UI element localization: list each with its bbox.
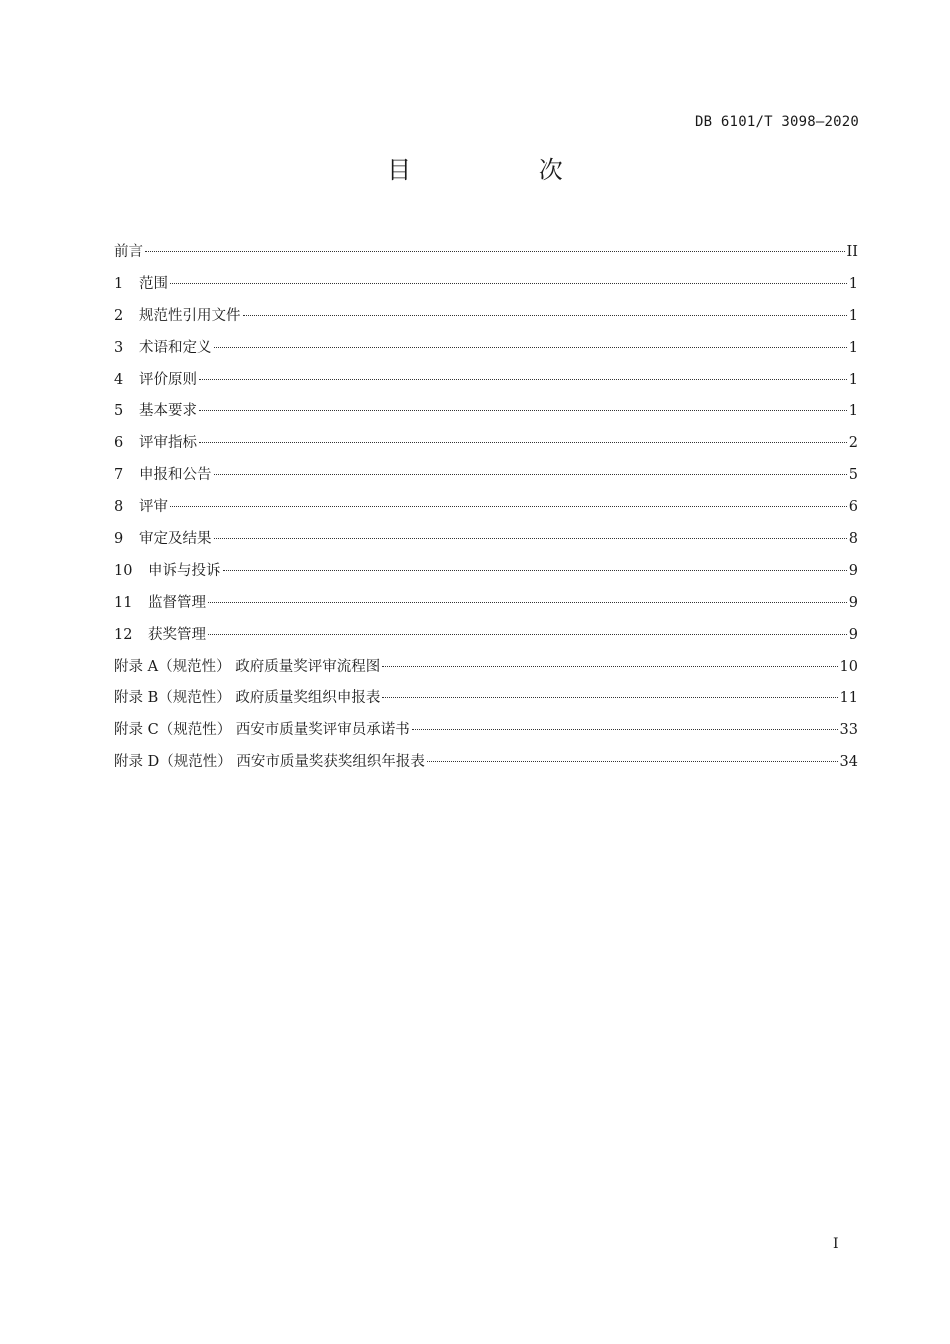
toc-dot-leader (223, 569, 847, 571)
toc-entry-label: 申报和公告 (139, 467, 212, 484)
toc-entry-page: 9 (848, 594, 858, 611)
toc-dot-leader (208, 633, 847, 635)
table-of-contents (114, 238, 858, 780)
toc-entry[interactable] (114, 684, 858, 716)
toc-entry-label: 附录 A（规范性） 政府质量奖评审流程图 (114, 658, 381, 675)
toc-entry[interactable] (114, 238, 858, 270)
toc-entry-label: 规范性引用文件 (139, 307, 241, 324)
toc-entry-number: 1 (114, 275, 124, 292)
toc-dot-leader (214, 473, 847, 475)
toc-entry[interactable] (114, 525, 858, 557)
toc-entry-label: 评审指标 (139, 435, 197, 452)
toc-entry-page: 11 (839, 690, 858, 707)
document-code: DB 6101/T 3098—2020 (695, 114, 859, 130)
toc-entry-number: 3 (114, 339, 124, 356)
toc-entry-label: 监督管理 (148, 594, 206, 611)
toc-entry-page: 1 (848, 403, 858, 420)
toc-entry-page: II (846, 244, 858, 260)
toc-dot-leader (382, 696, 837, 698)
toc-entry-page: 1 (848, 339, 858, 356)
toc-dot-leader (208, 601, 847, 603)
toc-entry[interactable] (114, 748, 858, 780)
toc-entry-page: 2 (848, 435, 858, 452)
toc-entry[interactable] (114, 334, 858, 366)
toc-entry-label: 审定及结果 (139, 531, 212, 548)
toc-entry-number: 5 (114, 403, 124, 420)
toc-entry-page: 10 (839, 658, 858, 675)
toc-entry-page: 1 (848, 275, 858, 292)
toc-dot-leader (199, 378, 847, 380)
toc-entry[interactable] (114, 557, 858, 589)
toc-entry-page: 9 (848, 626, 858, 643)
toc-dot-leader (412, 728, 838, 730)
toc-dot-leader (199, 441, 847, 443)
toc-entry-label: 附录 D（规范性） 西安市质量奖获奖组织年报表 (114, 754, 425, 771)
toc-entry-label: 申诉与投诉 (148, 562, 221, 579)
toc-entry-page: 33 (839, 722, 858, 739)
toc-entry-label: 前言 (114, 244, 143, 260)
toc-entry[interactable] (114, 621, 858, 653)
toc-entry-page: 1 (848, 371, 858, 388)
toc-dot-leader (199, 409, 847, 411)
toc-dot-leader (214, 537, 847, 539)
toc-entry[interactable] (114, 461, 858, 493)
toc-entry[interactable] (114, 493, 858, 525)
toc-entry-label: 评价原则 (139, 371, 197, 388)
toc-entry-number: 7 (114, 467, 124, 484)
toc-entry-label: 范围 (139, 275, 168, 292)
toc-entry[interactable] (114, 589, 858, 621)
toc-entry-label: 获奖管理 (148, 626, 206, 643)
toc-entry[interactable] (114, 366, 858, 398)
toc-entry[interactable] (114, 429, 858, 461)
toc-entry-page: 1 (848, 307, 858, 324)
toc-entry-page: 5 (848, 467, 858, 484)
toc-dot-leader (243, 314, 847, 316)
toc-entry-page: 9 (848, 562, 858, 579)
toc-entry-label: 评审 (139, 499, 168, 516)
toc-entry-number: 12 (114, 626, 133, 643)
toc-entry-page: 6 (848, 499, 858, 516)
page-number: I (833, 1236, 839, 1252)
toc-entry-label: 基本要求 (139, 403, 197, 420)
toc-entry-label: 术语和定义 (139, 339, 212, 356)
toc-title: 目 次 (387, 156, 623, 184)
toc-entry[interactable] (114, 397, 858, 429)
toc-entry-label: 附录 B（规范性） 政府质量奖组织申报表 (114, 690, 381, 707)
toc-entry-label: 附录 C（规范性） 西安市质量奖评审员承诺书 (114, 722, 410, 739)
toc-entry-page: 8 (848, 531, 858, 548)
toc-dot-leader (145, 250, 845, 252)
toc-entry-number: 6 (114, 435, 124, 452)
toc-entry-number: 9 (114, 531, 124, 548)
toc-entry-number: 8 (114, 499, 124, 516)
toc-entry[interactable] (114, 270, 858, 302)
toc-entry[interactable] (114, 302, 858, 334)
toc-dot-leader (214, 346, 847, 348)
toc-dot-leader (170, 282, 847, 284)
toc-entry[interactable] (114, 716, 858, 748)
toc-entry-number: 11 (114, 594, 133, 611)
toc-dot-leader (427, 760, 838, 762)
toc-dot-leader (170, 505, 847, 507)
toc-entry[interactable] (114, 653, 858, 685)
toc-entry-number: 10 (114, 562, 133, 579)
toc-entry-number: 2 (114, 307, 124, 324)
toc-entry-number: 4 (114, 371, 124, 388)
toc-entry-page: 34 (839, 754, 858, 771)
toc-dot-leader (382, 665, 837, 667)
